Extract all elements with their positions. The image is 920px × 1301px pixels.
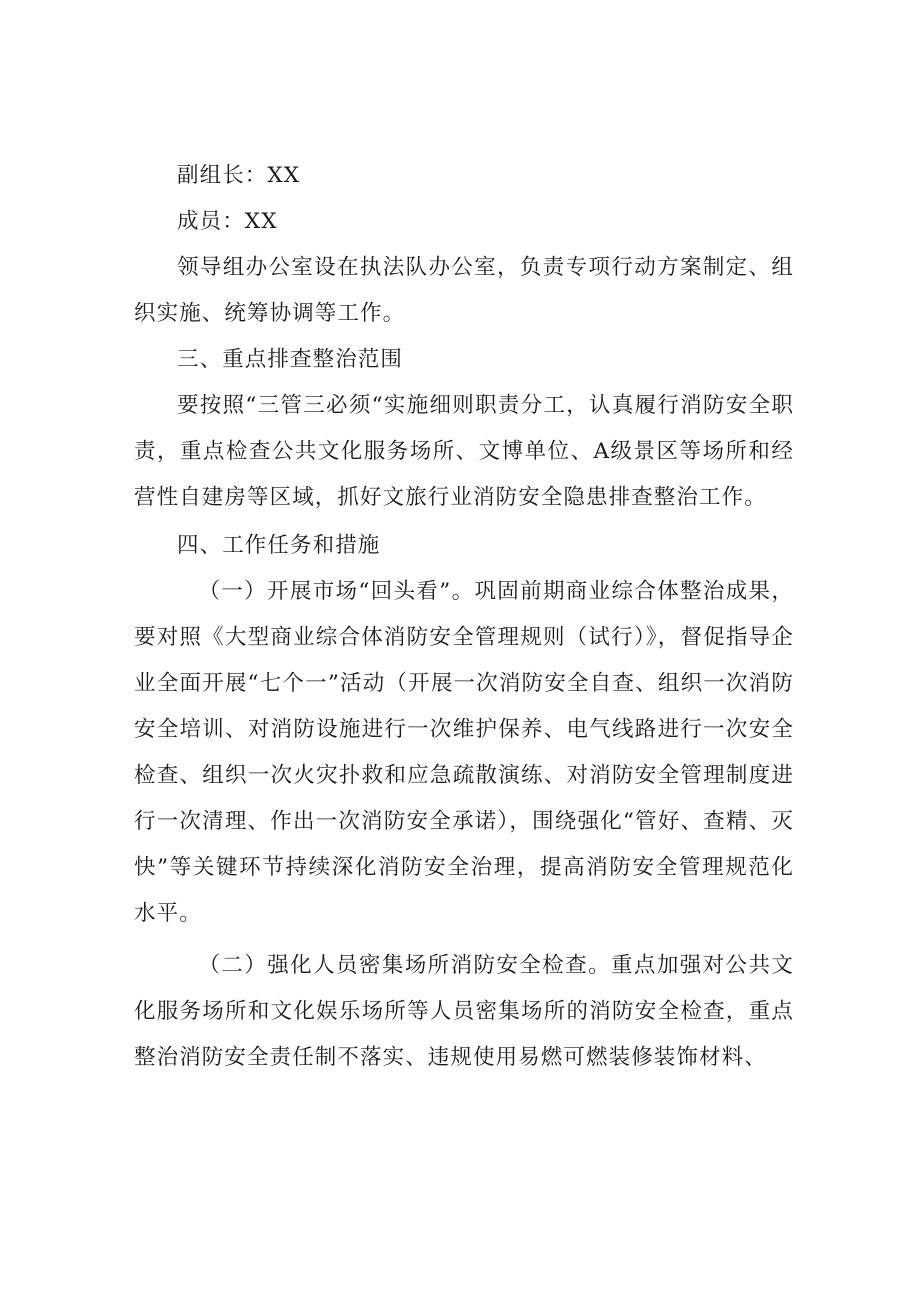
paragraph-members: 成员：XX [177, 209, 278, 234]
paragraph-office: 领导组办公室设在执法队办公室，负责专项行动方案制定、组织实施、统筹协调等工作。 [134, 255, 794, 326]
paragraph-task-2: （二）强化人员密集场所消防安全检查。重点加强对公共文化服务场所和文化娱乐场所等人员密集场所的消防安全检查，重点整治消防安全责任制不落实、违规使用易燃可燃装修装饰材料、 [134, 953, 794, 1070]
paragraph-scope: 要按照“三管三必须“实施细则职责分工，认真履行消防安全职责，重点检查公共文化服务场所、文博单位、A级景区等场所和经营性自建房等区域，抓好文旅行业消防安全隐患排查整治工作。 [134, 393, 794, 510]
paragraph-deputy-leader: 副组长：XX [177, 163, 301, 188]
section-heading-3: 三、重点排查整治范围 [177, 347, 404, 372]
paragraph-task-1: （一）开展市场“回头看”。巩固前期商业综合体整治成果，要对照《大型商业综合体消防安全管理规则（试行）》，督促指导企业全面开展“七个一”活动（开展一次消防安全自查、组织一次消防安全培训、对消防设施进行一次维护保养、电气线路进行一次安全检查、组织一次火灾扑救和应急疏散演练、对消防安全管理制度进行一次清理、作出一次消防安全承诺），围绕强化“管好、查精、灭快”等关键环节持续深化消防安全治理，提高消防安全管理规范化水平。 [134, 579, 794, 926]
section-heading-4: 四、工作任务和措施 [177, 533, 381, 558]
document-body [134, 153, 794, 1081]
